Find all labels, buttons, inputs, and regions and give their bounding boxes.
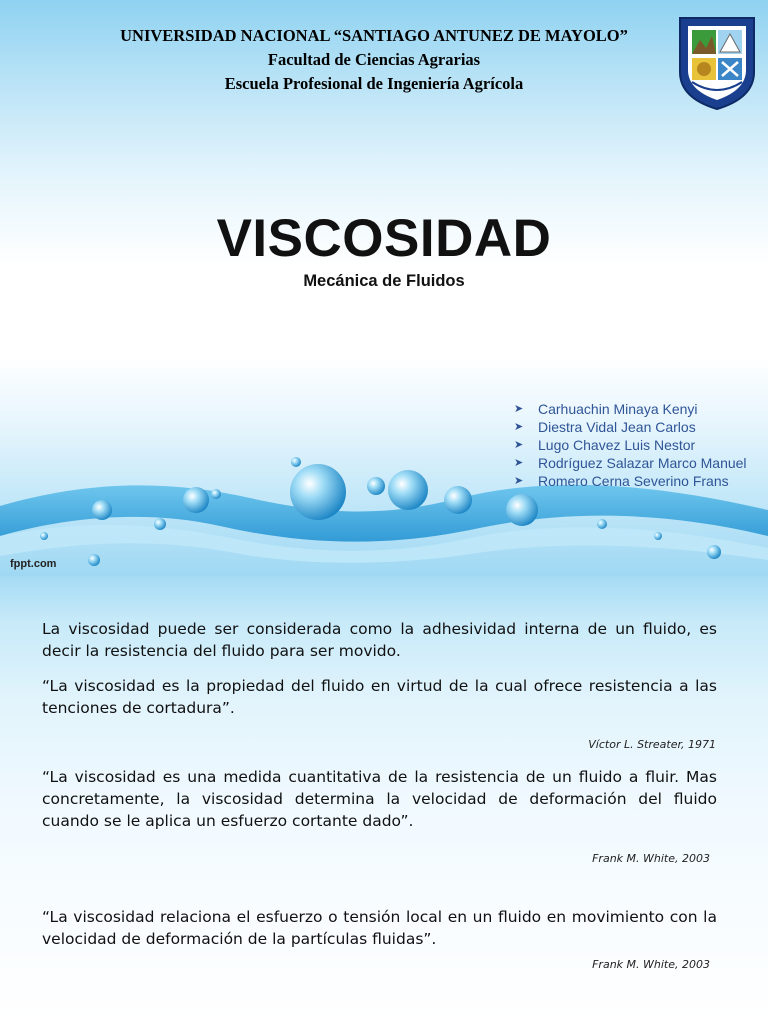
presentation-subtitle: Mecánica de Fluidos bbox=[303, 272, 465, 290]
author-item bbox=[514, 436, 747, 454]
faculty-name: Facultad de Ciencias Agrarias bbox=[267, 50, 481, 69]
institution-header bbox=[0, 24, 768, 96]
arrow-bullet-icon: ➤ bbox=[514, 475, 524, 487]
school-name: Escuela Profesional de Ingeniería Agrícola bbox=[224, 74, 524, 93]
definitions-slide bbox=[0, 576, 768, 1024]
author-name: Romero Cerna Severino Frans bbox=[538, 473, 729, 489]
author-name: Lugo Chavez Luis Nestor bbox=[538, 437, 696, 453]
author-item bbox=[514, 454, 747, 472]
university-name: UNIVERSIDAD NACIONAL “SANTIAGO ANTUNEZ DE MAYOLO” bbox=[120, 26, 628, 45]
arrow-bullet-icon: ➤ bbox=[514, 421, 524, 433]
definition-quote: “La viscosidad relaciona el esfuerzo o tensión local en un fluido en movimiento con la velocidad de deformación de la partículas fluidas”. bbox=[42, 908, 717, 948]
author-item bbox=[514, 472, 747, 490]
author-name: Carhuachin Minaya Kenyi bbox=[538, 401, 698, 417]
presentation-title: VISCOSIDAD bbox=[216, 209, 552, 268]
citation: Frank M. White, 2003 bbox=[592, 958, 710, 971]
definition-paragraph: La viscosidad puede ser considerada como la adhesividad interna de un fluido, es decir la resistencia del fluido para ser movido. bbox=[42, 620, 717, 660]
author-item bbox=[514, 400, 747, 418]
author-item bbox=[514, 418, 747, 436]
citation: Víctor L. Streater, 1971 bbox=[588, 738, 716, 751]
citation: Frank M. White, 2003 bbox=[592, 852, 710, 865]
author-name: Rodríguez Salazar Marco Manuel bbox=[538, 455, 747, 471]
author-name: Diestra Vidal Jean Carlos bbox=[538, 419, 696, 435]
arrow-bullet-icon: ➤ bbox=[514, 439, 524, 451]
authors-list bbox=[514, 400, 747, 490]
arrow-bullet-icon: ➤ bbox=[514, 403, 524, 415]
definition-quote: “La viscosidad es una medida cuantitativa de la resistencia de un fluido a fluir. Mas concretamente, la viscosidad determina la velocidad de deformación del fluido cuando se le aplica un esfuerzo cortante dado”. bbox=[42, 768, 717, 830]
arrow-bullet-icon: ➤ bbox=[514, 457, 524, 469]
definition-quote: “La viscosidad es la propiedad del fluido en virtud de la cual ofrece resistencia a las tenciones de cortadura”. bbox=[42, 677, 717, 717]
university-seal-icon bbox=[674, 14, 760, 112]
watermark-text: fppt.com bbox=[10, 558, 57, 570]
